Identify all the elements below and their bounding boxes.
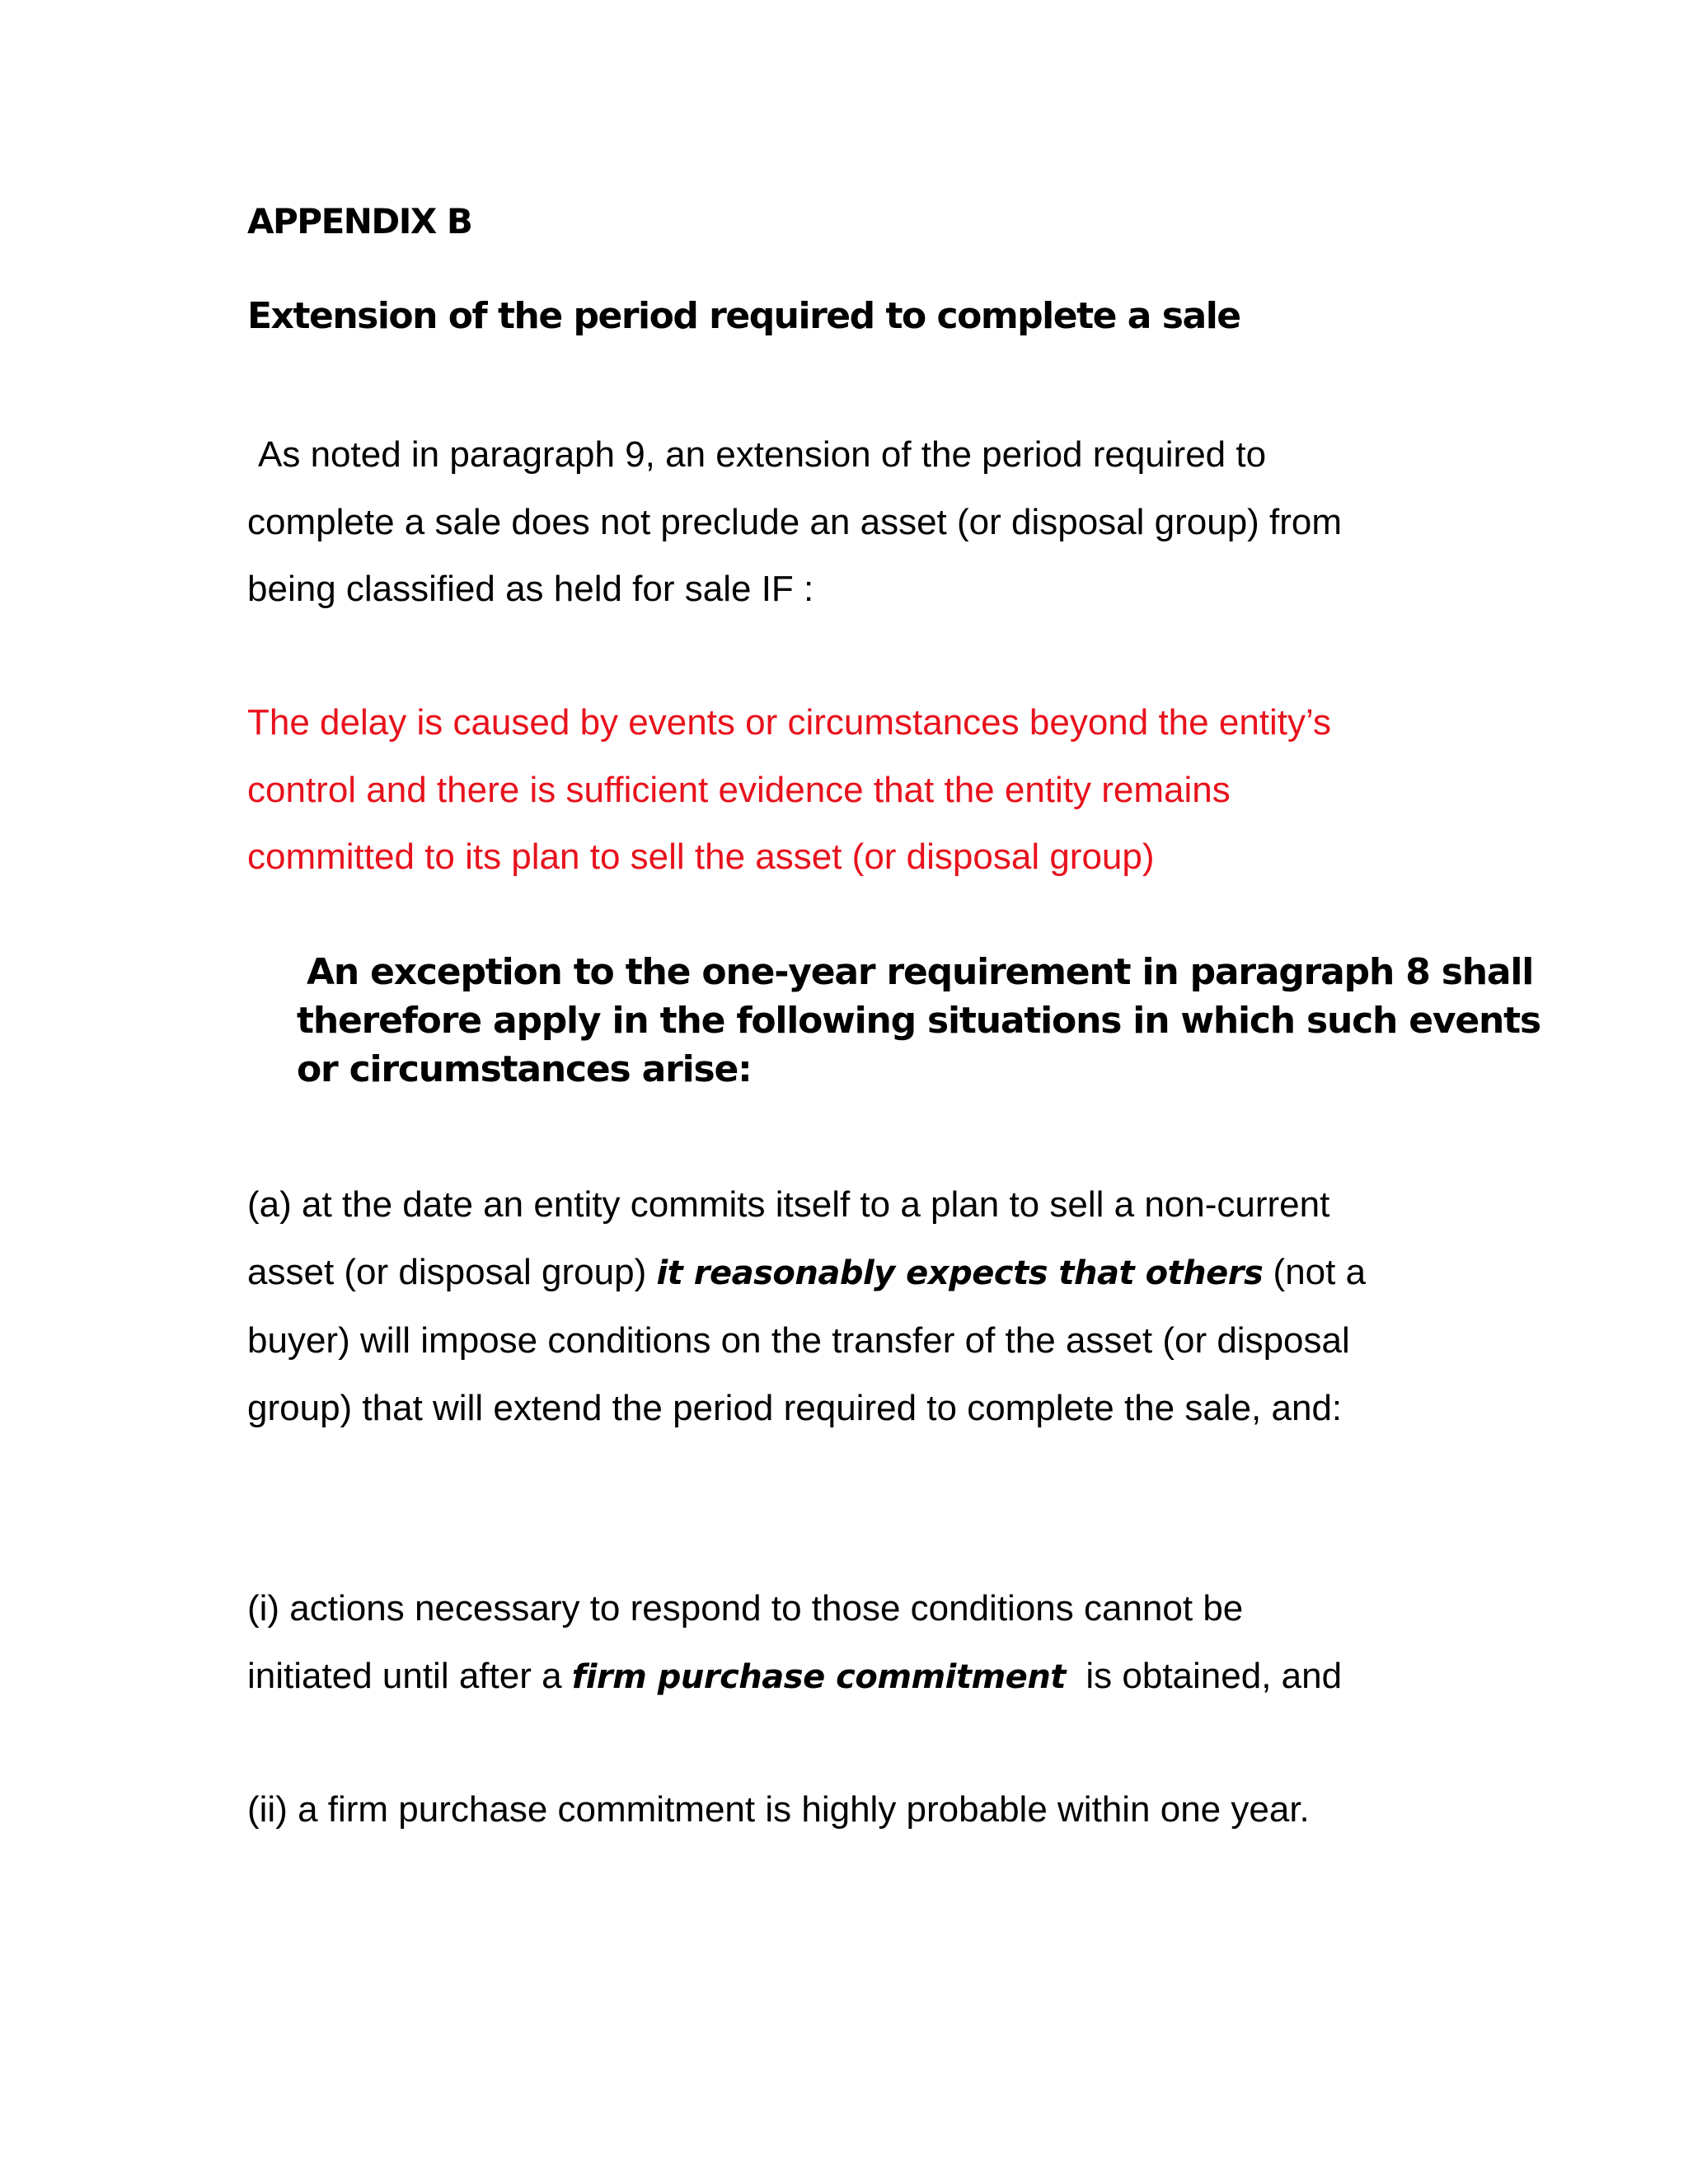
item-ii-paragraph xyxy=(247,1776,1451,1844)
condition-line: control and there is sufficient evidence that the entity remains xyxy=(247,769,1231,810)
intro-line: complete a sale does not preclude an asset (or disposal group) from xyxy=(247,501,1343,542)
exception-paragraph xyxy=(297,948,1540,1094)
item-i-text: is obtained, and xyxy=(1065,1655,1343,1696)
item-i-text: initiated until after a xyxy=(247,1655,572,1696)
item-i-emphasis: firm purchase commitment xyxy=(571,1657,1066,1696)
exception-line: or circumstances arise: xyxy=(297,1048,752,1090)
item-a-paragraph xyxy=(247,1171,1451,1441)
item-a-text: asset (or disposal group) xyxy=(247,1251,657,1292)
item-i-paragraph xyxy=(247,1575,1451,1711)
item-ii-line: (ii) a firm purchase commitment is highly probable within one year. xyxy=(247,1789,1310,1830)
intro-paragraph xyxy=(247,421,1451,623)
item-a-line: (a) at the date an entity commits itself to a plan to sell a non-current xyxy=(247,1184,1330,1225)
item-a-line: buyer) will impose conditions on the transfer of the asset (or disposal xyxy=(247,1320,1350,1361)
item-i-line xyxy=(247,1643,1451,1712)
appendix-label: APPENDIX B xyxy=(247,201,472,241)
section-title: Extension of the period required to complete a sale xyxy=(247,295,1240,337)
exception-line: therefore apply in the following situations in which such events xyxy=(297,1000,1540,1042)
condition-line: committed to its plan to sell the asset (or disposal group) xyxy=(247,837,1155,877)
item-a-line xyxy=(247,1239,1451,1308)
item-a-line: group) that will extend the period required to complete the sale, and: xyxy=(247,1387,1343,1428)
item-i-line: (i) actions necessary to respond to those conditions cannot be xyxy=(247,1588,1244,1629)
intro-line: As noted in paragraph 9, an extension of the period required to xyxy=(258,434,1267,475)
condition-paragraph xyxy=(247,689,1451,891)
exception-line: An exception to the one-year requirement in paragraph 8 shall xyxy=(307,951,1534,993)
item-a-emphasis: it reasonably expects that others xyxy=(656,1254,1264,1292)
item-a-text: (not a xyxy=(1263,1251,1367,1292)
intro-line: being classified as held for sale IF : xyxy=(247,569,814,609)
condition-line: The delay is caused by events or circumstances beyond the entity’s xyxy=(247,702,1331,743)
